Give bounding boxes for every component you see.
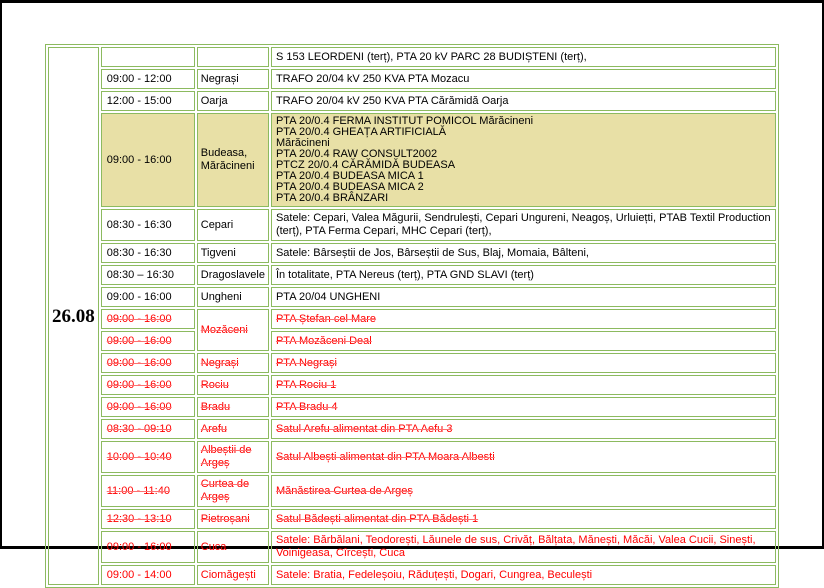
time-cell: [101, 565, 195, 585]
time-cell: [101, 287, 195, 307]
locality-cell-text: Rociu: [200, 378, 229, 391]
schedule-table: [45, 44, 779, 588]
details-cell-text: PTA 20/04 UNGHENI: [275, 290, 381, 303]
details-cell: [271, 475, 776, 507]
locality-cell: [197, 91, 269, 111]
time-cell-text: 10:00 - 10:40: [106, 450, 172, 463]
locality-cell-text: Curtea de Argeș: [200, 478, 250, 503]
locality-cell-text: Negrași: [200, 72, 239, 85]
time-cell: [101, 509, 195, 529]
table-row: [48, 69, 776, 89]
details-cell-text: Satele: Bratia, Fedeleșoiu, Răduțești, Dogari, Cungrea, Beculești: [275, 568, 593, 581]
details-line: PTCZ 20/0.4 CĂRĂMIDĂ BUDEASA: [275, 159, 456, 171]
locality-cell: [197, 397, 269, 417]
table-row: [48, 91, 776, 111]
details-cell-text: Satele: Bârseștii de Jos, Bârseștii de Sus, Blaj, Momaia, Bâlteni,: [275, 246, 589, 259]
details-line: PTA 20/0.4 BUDEASA MICA 2: [275, 181, 424, 193]
details-line: PTA 20/0.4 FERMA INSTITUT POMICOL Mărăcineni: [275, 115, 534, 127]
details-cell: [271, 113, 776, 207]
time-cell: [101, 309, 195, 329]
time-cell: [101, 243, 195, 263]
details-cell-text: Satul Albești alimentat din PTA Moara Albesti: [275, 450, 495, 463]
details-cell-text: S 153 LEORDENI (terț), PTA 20 kV PARC 28 BUDIȘTENI (terț),: [275, 50, 587, 63]
details-cell-text: TRAFO 20/04 kV 250 KVA PTA Mozacu: [275, 72, 470, 85]
details-cell: [271, 331, 776, 351]
locality-cell: [197, 475, 269, 507]
locality-cell-text: Budeasa, Mărăcineni: [200, 147, 255, 172]
time-cell: [101, 69, 195, 89]
time-cell-text: 09:00 - 16:00: [106, 312, 172, 325]
table-row: [48, 243, 776, 263]
details-cell-text: PTA Bradu 4: [275, 400, 338, 413]
details-line: PTA 20/0.4 BUDEASA MICA 1: [275, 170, 424, 182]
locality-cell-text: Arefu: [200, 422, 228, 435]
locality-cell-text: Tigveni: [200, 246, 236, 259]
time-cell-text: 09:00 - 12:00: [106, 72, 172, 85]
time-cell-text: 11:00 - 11:40: [106, 484, 170, 497]
locality-cell-text: Cepari: [200, 218, 234, 231]
time-cell-text: 08:30 – 16:30: [106, 268, 175, 281]
details-cell: [271, 397, 776, 417]
table-row: [48, 397, 776, 417]
details-cell-text: Satele: Cepari, Valea Măgurii, Sendrulești, Cepari Ungureni, Neagoș, Urluiețti, PTAB Textil Production (terț), PTA Ferma Cepari, MHC Cepari (terț),: [275, 212, 771, 237]
details-line: PTA 20/0.4 GHEAȚA ARTIFICIALĂ: [275, 126, 447, 138]
locality-cell: [197, 209, 269, 241]
details-line: PTA 20/0.4 BRÂNZARI: [275, 192, 389, 204]
locality-cell: [197, 113, 269, 207]
details-cell-text: Satul Bădești alimentat din PTA Bădești 1: [275, 512, 479, 525]
details-cell: [271, 353, 776, 373]
details-cell: [271, 419, 776, 439]
locality-cell: [197, 309, 269, 351]
time-cell-text: 08:30 - 16:30: [106, 246, 172, 259]
table-row: [48, 375, 776, 395]
locality-cell-text: Bradu: [200, 400, 231, 413]
table-row: [48, 265, 776, 285]
details-cell: [271, 441, 776, 473]
locality-cell: [197, 565, 269, 585]
table-row: [48, 331, 776, 351]
table-row: [48, 47, 776, 67]
details-cell-text: Mănăstirea Curtea de Argeș: [275, 484, 413, 497]
time-cell: [101, 531, 195, 563]
locality-cell-text: Albeștii de Argeș: [200, 444, 252, 469]
details-cell-text: În totalitate, PTA Nereus (terț), PTA GND SLAVI (terț): [275, 268, 534, 281]
time-cell: [101, 419, 195, 439]
time-cell: [101, 91, 195, 111]
details-line: PTA 20/0.4 RAW CONSULT2002: [275, 148, 438, 160]
details-cell: [271, 69, 776, 89]
details-cell: [271, 47, 776, 67]
schedule-table-body: [48, 47, 776, 585]
locality-cell-text: Negrași: [200, 356, 239, 369]
details-cell: [271, 531, 776, 563]
table-row: [48, 113, 776, 207]
details-cell-text: TRAFO 20/04 kV 250 KVA PTA Cărămidă Oarja: [275, 94, 509, 107]
locality-cell: [197, 243, 269, 263]
time-cell: [101, 475, 195, 507]
time-cell: [101, 375, 195, 395]
details-cell-text: PTA Rociu 1: [275, 378, 337, 391]
details-cell: [271, 375, 776, 395]
locality-cell-text: Dragoslavele: [200, 268, 265, 281]
time-cell-text: 09:00 - 16:00: [106, 540, 172, 553]
locality-cell: [197, 47, 269, 67]
page-frame-top: [0, 0, 824, 3]
locality-cell-text: Mozăceni: [200, 323, 248, 336]
table-row: [48, 419, 776, 439]
table-row: [48, 353, 776, 373]
details-cell: [271, 243, 776, 263]
details-cell-text: PTA Negrași: [275, 356, 337, 369]
locality-cell-text: Cuca: [200, 540, 227, 553]
locality-cell: [197, 419, 269, 439]
date-cell: 26.08: [48, 47, 99, 585]
locality-cell-text: Oarja: [200, 94, 228, 107]
details-cell: [271, 509, 776, 529]
time-cell-text: 09:00 - 16:00: [106, 290, 172, 303]
time-cell: [101, 397, 195, 417]
time-cell-text: 08:30 - 16:30: [106, 218, 172, 231]
time-cell-text: 12:30 - 13:10: [106, 512, 172, 525]
table-row: [48, 441, 776, 473]
time-cell-text: 08:30 - 09:10: [106, 422, 172, 435]
details-cell-text: Satele: Bărbălani, Teodorești, Lăunele de sus, Crivăț, Bălțata, Mănești, Măcăi, Valea Cucii, Sinești, Voinigeasa, Cîrcești, Cuca: [275, 534, 756, 559]
table-row: [48, 287, 776, 307]
locality-cell: [197, 265, 269, 285]
locality-cell: [197, 287, 269, 307]
time-cell-text: 09:00 - 16:00: [106, 153, 172, 166]
table-row: [48, 209, 776, 241]
details-cell: [271, 565, 776, 585]
time-cell-text: 12:00 - 15:00: [106, 94, 172, 107]
details-cell-text: PTA Mozăceni Deal: [275, 334, 372, 347]
details-cell-text: PTA Ștefan cel Mare: [275, 312, 377, 325]
time-cell: [101, 47, 195, 67]
time-cell-text: 09:00 - 14:00: [106, 568, 172, 581]
locality-cell-text: Ciomăgești: [200, 568, 256, 581]
locality-cell: [197, 509, 269, 529]
locality-cell: [197, 69, 269, 89]
details-cell: [271, 209, 776, 241]
time-cell: [101, 113, 195, 207]
details-line: Mărăcineni: [275, 137, 330, 149]
table-row: [48, 475, 776, 507]
details-cell: [271, 265, 776, 285]
time-cell: [101, 331, 195, 351]
table-row: [48, 565, 776, 585]
time-cell: [101, 441, 195, 473]
locality-cell-text: Ungheni: [200, 290, 242, 303]
locality-cell: [197, 353, 269, 373]
time-cell-text: 09:00 - 16:00: [106, 378, 172, 391]
locality-cell: [197, 531, 269, 563]
time-cell-text: 09:00 - 16:00: [106, 356, 172, 369]
details-cell: [271, 91, 776, 111]
time-cell: [101, 209, 195, 241]
time-cell: [101, 265, 195, 285]
locality-cell: [197, 441, 269, 473]
details-cell-text: Satul Arefu alimentat din PTA Aefu 3: [275, 422, 453, 435]
locality-cell-text: Pietroșani: [200, 512, 250, 525]
locality-cell: [197, 375, 269, 395]
table-row: [48, 309, 776, 329]
time-cell: [101, 353, 195, 373]
table-row: [48, 531, 776, 563]
details-cell: [271, 309, 776, 329]
details-cell: [271, 287, 776, 307]
table-row: [48, 509, 776, 529]
page-frame-left: [0, 0, 2, 549]
time-cell-text: 09:00 - 16:00: [106, 400, 172, 413]
time-cell-text: 09:00 - 16:00: [106, 334, 172, 347]
